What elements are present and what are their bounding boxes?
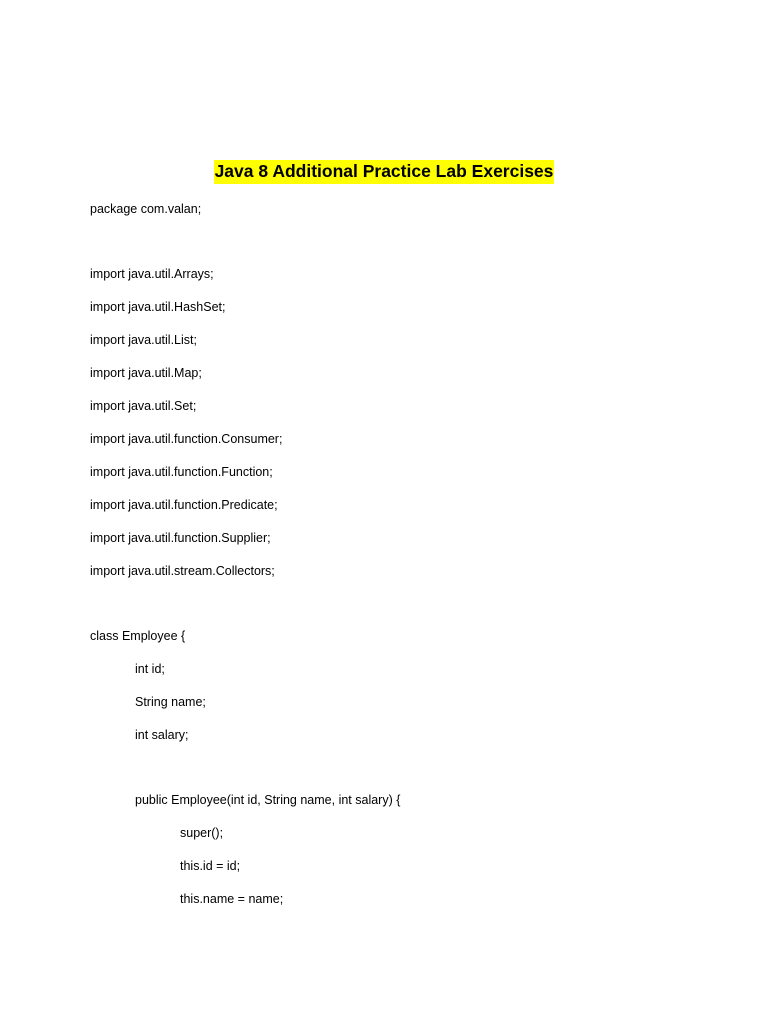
code-line-import-map: import java.util.Map; [90, 366, 202, 380]
code-line-constructor: public Employee(int id, String name, int salary) { [135, 793, 401, 807]
code-line-import-collectors: import java.util.stream.Collectors; [90, 564, 275, 578]
code-line-assign-name: this.name = name; [180, 892, 284, 906]
code-line-import-list: import java.util.List; [90, 333, 197, 347]
document-title-text: Java 8 Additional Practice Lab Exercises [214, 160, 555, 184]
code-line-class-declaration: class Employee { [90, 629, 186, 643]
code-line-assign-id: this.id = id; [180, 859, 241, 873]
code-line-import-set: import java.util.Set; [90, 399, 197, 413]
code-line-import-supplier: import java.util.function.Supplier; [90, 531, 271, 545]
code-line-import-arrays: import java.util.Arrays; [90, 267, 214, 281]
code-line-import-consumer: import java.util.function.Consumer; [90, 432, 283, 446]
code-line-import-predicate: import java.util.function.Predicate; [90, 498, 278, 512]
code-line-super-call: super(); [180, 826, 224, 840]
code-line-field-salary: int salary; [135, 728, 189, 742]
document-title [0, 158, 768, 184]
code-line-import-hashset: import java.util.HashSet; [90, 300, 226, 314]
code-line-import-function: import java.util.function.Function; [90, 465, 273, 479]
code-line-field-id: int id; [135, 662, 165, 676]
code-line-field-name: String name; [135, 695, 206, 709]
code-line-package: package com.valan; [90, 202, 202, 216]
